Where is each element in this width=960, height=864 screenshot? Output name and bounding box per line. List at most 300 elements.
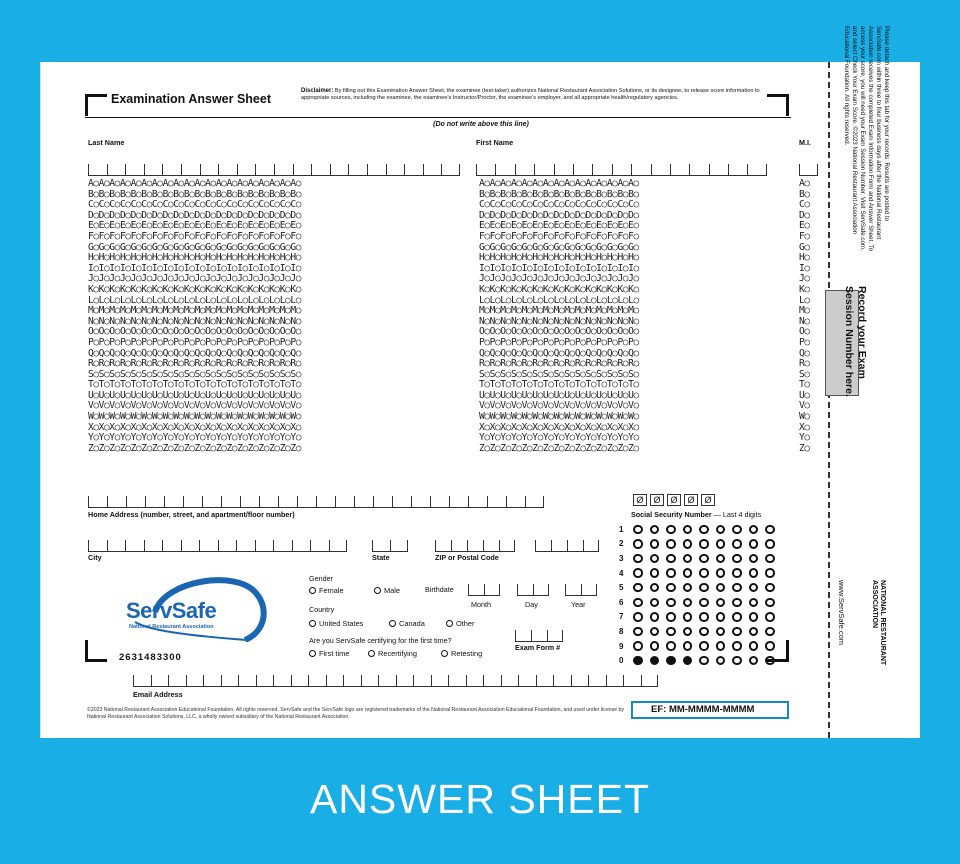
write-in-box[interactable] <box>467 540 483 552</box>
city-boxes[interactable] <box>88 540 347 552</box>
ssn-digit-label: 7 <box>619 612 624 622</box>
ssn-bubble[interactable] <box>716 641 726 651</box>
birth-day-boxes[interactable] <box>517 584 549 596</box>
write-in-box[interactable] <box>311 164 330 176</box>
write-in-box[interactable] <box>308 675 326 687</box>
logo-text: ServSafe <box>126 598 217 623</box>
write-in-box[interactable] <box>534 164 553 176</box>
ssn-bubble[interactable] <box>699 525 709 535</box>
write-in-box[interactable] <box>255 540 274 552</box>
write-in-box[interactable] <box>468 496 487 508</box>
ssn-digit-label: 4 <box>619 568 624 578</box>
country-other-option[interactable]: Other <box>446 619 474 628</box>
write-in-box[interactable] <box>168 675 186 687</box>
ssn-bubble[interactable] <box>716 539 726 549</box>
write-in-box[interactable] <box>221 496 240 508</box>
first-time-option[interactable]: First time <box>309 649 349 658</box>
ssn-bubble[interactable] <box>666 641 676 651</box>
ef-code: EF: MM-MMMM-MMMM <box>631 701 789 719</box>
session-number-label: Record your Exam Session Number here. <box>843 286 868 397</box>
ssn-bubble[interactable] <box>666 627 676 637</box>
email-label: Email Address <box>133 690 183 699</box>
write-in-box[interactable] <box>501 675 519 687</box>
write-in-box[interactable] <box>547 630 563 642</box>
write-in-box[interactable] <box>581 584 597 596</box>
ssn-digit-label: 5 <box>619 583 624 593</box>
birth-year-boxes[interactable] <box>565 584 597 596</box>
write-in-box[interactable] <box>567 540 583 552</box>
write-in-box[interactable] <box>430 496 449 508</box>
do-not-write-note: (Do not write above this line) <box>433 121 529 128</box>
ssn-bubble[interactable] <box>732 598 742 608</box>
write-in-box[interactable] <box>144 164 163 176</box>
write-in-box[interactable] <box>689 164 708 176</box>
write-in-box[interactable] <box>221 675 239 687</box>
birth-month-boxes[interactable] <box>468 584 500 596</box>
write-in-box[interactable] <box>651 164 670 176</box>
day-label: Day <box>525 600 538 609</box>
top-banner <box>0 0 960 62</box>
write-in-box[interactable] <box>588 675 606 687</box>
write-in-box[interactable] <box>612 164 631 176</box>
ssn-row <box>619 537 782 552</box>
write-in-box[interactable] <box>709 164 728 176</box>
write-in-box[interactable] <box>88 164 107 176</box>
radio-icon <box>446 620 453 627</box>
ssn-bubble[interactable] <box>732 554 742 564</box>
write-in-box[interactable] <box>255 164 274 176</box>
ssn-bubble[interactable] <box>749 641 759 651</box>
servsafe-url: www.ServSafe.com <box>837 580 846 646</box>
ssn-row <box>619 624 782 639</box>
write-in-box[interactable] <box>641 675 659 687</box>
retesting-option[interactable]: Retesting <box>441 649 482 658</box>
ssn-bubble[interactable] <box>716 656 726 666</box>
ssn-bubble[interactable] <box>732 583 742 593</box>
write-in-box[interactable] <box>256 675 274 687</box>
ssn-bubble[interactable] <box>716 554 726 564</box>
write-in-box[interactable] <box>145 496 164 508</box>
ssn-bubble[interactable] <box>650 554 660 564</box>
ssn-bubble[interactable] <box>765 641 775 651</box>
registration-mark <box>767 94 789 116</box>
write-in-box[interactable] <box>259 496 278 508</box>
logo-subtext: National Restaurant Association <box>129 624 214 630</box>
ssn-bubble[interactable] <box>765 568 775 578</box>
write-in-box[interactable] <box>162 164 181 176</box>
ssn-digit-label: 2 <box>619 539 624 549</box>
write-in-box[interactable] <box>218 164 237 176</box>
write-in-box[interactable] <box>125 164 144 176</box>
ssn-bubble[interactable] <box>732 656 742 666</box>
ssn-bubble[interactable] <box>683 598 693 608</box>
ssn-digit-label: 8 <box>619 626 624 636</box>
write-in-box[interactable] <box>164 496 183 508</box>
write-in-box[interactable] <box>151 675 169 687</box>
write-in-box[interactable] <box>88 496 107 508</box>
ssn-row <box>619 580 782 595</box>
write-in-box[interactable] <box>448 675 466 687</box>
ssn-slash-box: Ø <box>667 494 681 506</box>
write-in-box[interactable] <box>378 675 396 687</box>
write-in-box[interactable] <box>571 675 589 687</box>
ssn-bubble[interactable] <box>650 598 660 608</box>
address-boxes[interactable] <box>88 496 544 508</box>
write-in-box[interactable] <box>348 164 367 176</box>
ssn-bubble[interactable] <box>633 554 643 564</box>
write-in-box[interactable] <box>423 164 442 176</box>
write-in-box[interactable] <box>329 540 348 552</box>
first-name-boxes[interactable] <box>476 164 767 176</box>
write-in-box[interactable] <box>483 540 499 552</box>
radio-icon <box>309 587 316 594</box>
ssn-bubble[interactable] <box>716 525 726 535</box>
ssn-bubble[interactable] <box>749 525 759 535</box>
write-in-box[interactable] <box>125 540 144 552</box>
write-in-box[interactable] <box>240 496 259 508</box>
zip-ext-boxes[interactable] <box>535 540 599 552</box>
ssn-bubble[interactable] <box>650 539 660 549</box>
copyright-footer: ©2023 National Restaurant Association Educational Foundation. All rights reserved. ServSafe and the ServSafe logo are registered trademarks of the National Restaurant Association Educational Foundation, and used under license by National Restaurant Association Solutions, LLC, a wholly owned subsidiary of the National Restaurant Association. <box>87 707 625 720</box>
ssn-bubble[interactable] <box>699 656 709 666</box>
write-in-box[interactable] <box>126 496 145 508</box>
registration-mark <box>85 94 107 116</box>
write-in-box[interactable] <box>199 540 218 552</box>
answer-sheet <box>40 62 920 738</box>
write-in-box[interactable] <box>162 540 181 552</box>
first-name-label: First Name <box>476 138 514 147</box>
write-in-box[interactable] <box>592 164 611 176</box>
mi-box[interactable] <box>799 164 818 176</box>
write-in-box[interactable] <box>237 164 256 176</box>
ssn-bubble[interactable] <box>732 612 742 622</box>
write-in-box[interactable] <box>274 164 293 176</box>
write-in-box[interactable] <box>392 496 411 508</box>
write-in-box[interactable] <box>316 496 335 508</box>
write-in-box[interactable] <box>515 630 531 642</box>
write-in-box[interactable] <box>273 540 292 552</box>
sheet-title: Examination Answer Sheet <box>111 92 271 106</box>
ssn-row <box>619 566 782 581</box>
write-in-box[interactable] <box>278 496 297 508</box>
write-in-box[interactable] <box>273 675 291 687</box>
ssn-bubble[interactable] <box>633 539 643 549</box>
ssn-bubble[interactable] <box>732 641 742 651</box>
write-in-box[interactable] <box>517 584 533 596</box>
ssn-bubble[interactable] <box>716 568 726 578</box>
ssn-bubble[interactable] <box>716 612 726 622</box>
ssn-bubble[interactable] <box>633 598 643 608</box>
ssn-bubble[interactable] <box>666 598 676 608</box>
ssn-row <box>619 639 782 654</box>
ssn-bubble[interactable] <box>683 554 693 564</box>
write-in-box[interactable] <box>573 164 592 176</box>
ssn-bubble[interactable] <box>699 612 709 622</box>
write-in-box[interactable] <box>495 164 514 176</box>
month-label: Month <box>471 600 491 609</box>
write-in-box[interactable] <box>551 540 567 552</box>
state-boxes[interactable] <box>372 540 408 552</box>
ssn-bubble[interactable] <box>765 583 775 593</box>
zip-boxes[interactable] <box>435 540 515 552</box>
ssn-bubble[interactable] <box>666 568 676 578</box>
write-in-box[interactable] <box>335 496 354 508</box>
ssn-bubble[interactable] <box>716 627 726 637</box>
mi-bubble-grid[interactable]: A○ B○ C○ D○ E○ F○ G○ H○ I○ J○ K○ L○ M○ N○ O○ P○ Q○ R○ S○ T○ U○ V○ W○ X○ Y○ Z○ <box>799 178 810 454</box>
ssn-digit-label: 6 <box>619 597 624 607</box>
write-in-box[interactable] <box>238 675 256 687</box>
write-in-box[interactable] <box>413 675 431 687</box>
write-in-box[interactable] <box>499 540 515 552</box>
ssn-bubble[interactable] <box>765 525 775 535</box>
write-in-box[interactable] <box>203 675 221 687</box>
write-in-box[interactable] <box>747 164 766 176</box>
write-in-box[interactable] <box>435 540 451 552</box>
write-in-box[interactable] <box>404 164 423 176</box>
ssn-bubble[interactable] <box>765 627 775 637</box>
ssn-bubble[interactable] <box>650 568 660 578</box>
ssn-bubble[interactable] <box>633 583 643 593</box>
ssn-bubble[interactable] <box>699 583 709 593</box>
write-in-box[interactable] <box>236 540 255 552</box>
ssn-bubble[interactable] <box>732 525 742 535</box>
radio-icon <box>309 650 316 657</box>
write-in-box[interactable] <box>565 584 581 596</box>
write-in-box[interactable] <box>292 540 311 552</box>
write-in-box[interactable] <box>107 164 126 176</box>
ssn-bubble[interactable] <box>683 612 693 622</box>
ssn-bubble[interactable] <box>666 525 676 535</box>
ssn-digit-label: 9 <box>619 641 624 651</box>
ssn-bubble[interactable] <box>633 641 643 651</box>
write-in-box[interactable] <box>411 496 430 508</box>
ssn-bubble[interactable] <box>650 656 660 666</box>
write-in-box[interactable] <box>297 496 316 508</box>
ssn-bubble[interactable] <box>666 612 676 622</box>
write-in-box[interactable] <box>330 164 349 176</box>
write-in-box[interactable] <box>291 675 309 687</box>
ssn-bubble[interactable] <box>765 554 775 564</box>
write-in-box[interactable] <box>186 675 204 687</box>
ssn-bubble[interactable] <box>765 656 775 666</box>
gender-male-option[interactable]: Male <box>374 586 400 595</box>
ssn-bubble-grid[interactable] <box>619 522 782 668</box>
ssn-bubble[interactable] <box>749 539 759 549</box>
write-in-box[interactable] <box>144 540 163 552</box>
zip-label: ZIP or Postal Code <box>435 553 499 562</box>
ssn-slash-box: Ø <box>701 494 715 506</box>
ssn-bubble[interactable] <box>699 641 709 651</box>
write-in-box[interactable] <box>476 164 495 176</box>
ssn-bubble[interactable] <box>749 554 759 564</box>
write-in-box[interactable] <box>326 675 344 687</box>
last-name-boxes[interactable] <box>88 164 460 176</box>
write-in-box[interactable] <box>553 675 571 687</box>
ssn-bubble[interactable] <box>633 568 643 578</box>
ssn-bubble[interactable] <box>633 612 643 622</box>
ssn-bubble[interactable] <box>633 525 643 535</box>
country-label: Country <box>309 605 335 614</box>
gender-label: Gender <box>309 574 333 583</box>
write-in-box[interactable] <box>535 540 551 552</box>
ssn-bubble[interactable] <box>683 525 693 535</box>
ssn-bubble[interactable] <box>732 627 742 637</box>
ssn-bubble[interactable] <box>765 598 775 608</box>
write-in-box[interactable] <box>533 584 549 596</box>
home-address-label: Home Address (number, street, and apartment/floor number) <box>88 510 295 519</box>
write-in-box[interactable] <box>133 675 151 687</box>
ssn-bubble[interactable] <box>732 539 742 549</box>
ssn-bubble[interactable] <box>683 656 693 666</box>
ssn-bubble[interactable] <box>683 539 693 549</box>
mi-label: M.I. <box>799 138 811 147</box>
write-in-box[interactable] <box>606 675 624 687</box>
write-in-box[interactable] <box>107 540 126 552</box>
write-in-box[interactable] <box>343 675 361 687</box>
registration-mark <box>85 640 107 662</box>
write-in-box[interactable] <box>525 496 544 508</box>
ssn-bubble[interactable] <box>716 598 726 608</box>
ssn-bubble[interactable] <box>683 627 693 637</box>
email-boxes[interactable] <box>133 675 658 687</box>
recertifying-option[interactable]: Recertifying <box>368 649 417 658</box>
divider <box>85 117 791 118</box>
ssn-bubble[interactable] <box>749 627 759 637</box>
write-in-box[interactable] <box>670 164 689 176</box>
write-in-box[interactable] <box>484 584 500 596</box>
write-in-box[interactable] <box>451 540 467 552</box>
ssn-bubble[interactable] <box>732 568 742 578</box>
radio-icon <box>441 650 448 657</box>
write-in-box[interactable] <box>218 540 237 552</box>
ssn-row <box>619 522 782 537</box>
ssn-row <box>619 595 782 610</box>
ssn-bubble[interactable] <box>749 583 759 593</box>
write-in-box[interactable] <box>449 496 468 508</box>
stub-instructions: Please detach and keep this tab for your records. Results are posted to ServSafe.com within three to four business days after the National Restaurant Association receives the completed Exam Information Form and Answer Sheet. To access your score, you will need your Exam Session Number. Visit ServSafe.com, and select Check Your Exam Score. ©2023 National Restaurant Association Educational Foundation. All rights reserved. <box>843 26 890 252</box>
write-in-box[interactable] <box>386 164 405 176</box>
ssn-header-boxes <box>633 494 715 506</box>
write-in-box[interactable] <box>466 675 484 687</box>
ssn-bubble[interactable] <box>666 554 676 564</box>
write-in-box[interactable] <box>372 540 390 552</box>
write-in-box[interactable] <box>396 675 414 687</box>
exam-form-label: Exam Form # <box>515 643 561 652</box>
ssn-bubble[interactable] <box>650 641 660 651</box>
write-in-box[interactable] <box>799 164 818 176</box>
ssn-bubble[interactable] <box>650 525 660 535</box>
write-in-box[interactable] <box>728 164 747 176</box>
write-in-box[interactable] <box>583 540 599 552</box>
ssn-row <box>619 653 782 668</box>
detach-line <box>828 62 830 738</box>
write-in-box[interactable] <box>310 540 329 552</box>
ssn-bubble[interactable] <box>666 583 676 593</box>
country-canada-option[interactable]: Canada <box>389 619 425 628</box>
country-us-option[interactable]: United States <box>309 619 363 628</box>
write-in-box[interactable] <box>354 496 373 508</box>
ssn-bubble[interactable] <box>683 568 693 578</box>
write-in-box[interactable] <box>536 675 554 687</box>
ssn-digit-label: 1 <box>619 524 624 534</box>
write-in-box[interactable] <box>483 675 501 687</box>
write-in-box[interactable] <box>554 164 573 176</box>
write-in-box[interactable] <box>623 675 641 687</box>
write-in-box[interactable] <box>531 630 547 642</box>
ssn-bubble[interactable] <box>749 656 759 666</box>
write-in-box[interactable] <box>107 496 126 508</box>
write-in-box[interactable] <box>506 496 525 508</box>
ssn-bubble[interactable] <box>633 627 643 637</box>
ssn-bubble[interactable] <box>749 612 759 622</box>
exam-form-boxes[interactable] <box>515 630 563 642</box>
ssn-row <box>619 610 782 625</box>
ssn-bubble[interactable] <box>683 641 693 651</box>
ssn-bubble[interactable] <box>699 627 709 637</box>
write-in-box[interactable] <box>441 164 460 176</box>
last-name-bubble-grid[interactable]: A○A○A○A○A○A○A○A○A○A○A○A○A○A○A○A○A○A○A○A○ B○B○B○B○B○B○B○B○B○B○B○B○B○B○B○B○B○B○B○B○ C○C○C○C○C○C○C○C○C○C○C○C○C○C○C○C○C○C○C○C○ D○D○D○D○D○D○D○D○D○D○D○D○D○D○D○D○D○D○D○D○ E○E○E○E○E○E○E○E○E○E○E○E○E○E○E○E○E○E○E○E○ F○F○F○F○F○F○F○F○F○F○F○F○F○F○F○F○F○F○F○F○ G○G○G○G○G○G○G○G○G○G○G○G○G○G○G○G○G○G○G○G○ H○H○H○H○H○H○H○H○H○H○H○H○H○H○H○H○H○H○H○H○ I○I○I○I○I○I○I○I○I○I○I○I○I○I○I○I○I○I○I○I○ J○J○J○J○J○J○J○J○J○J○J○J○J○J○J○J○J○J○J○J○ K○K○K○K○K○K○K○K○K○K○K○K○K○K○K○K○K○K○K○K○ L○L○L○L○L○L○L○L○L○L○L○L○L○L○L○L○L○L○L○L○ M○M○M○M○M○M○M○M○M○M○M○M○M○M○M○M○M○M○M○M○ N○N○N○N○N○N○N○N○N○N○N○N○N○N○N○N○N○N○N○N○ O○O○O○O○O○O○O○O○O○O○O○O○O○O○O○O○O○O○O○O○ P○P○P○P○P○P○P○P○P○P○P○P○P○P○P○P○P○P○P○P○ Q○Q○Q○Q○Q○Q○Q○Q○Q○Q○Q○Q○Q○Q○Q○Q○Q○Q○Q○Q○ R○R○R○R○R○R○R○R○R○R○R○R○R○R○R○R○R○R○R○R○ S○S○S○S○S○S○S○S○S○S○S○S○S○S○S○S○S○S○S○S○ T○T○T○T○T○T○T○T○T○T○T○T○T○T○T○T○T○T○T○T○ U○U○U○U○U○U○U○U○U○U○U○U○U○U○U○U○U○U○U○U○ V○V○V○V○V○V○V○V○V○V○V○V○V○V○V○V○V○V○V○V○ W○W○W○W○W○W○W○W○W○W○W○W○W○W○W○W○W○W○W○W○ X○X○X○X○X○X○X○X○X○X○X○X○X○X○X○X○X○X○X○X○ Y○Y○Y○Y○Y○Y○Y○Y○Y○Y○Y○Y○Y○Y○Y○Y○Y○Y○Y○Y○ Z○Z○Z○Z○Z○Z○Z○Z○Z○Z○Z○Z○Z○Z○Z○Z○Z○Z○Z○Z○ <box>88 178 302 454</box>
ssn-bubble[interactable] <box>650 583 660 593</box>
ssn-bubble[interactable] <box>699 539 709 549</box>
first-time-question: Are you ServSafe certifying for the first time? <box>309 636 452 645</box>
write-in-box[interactable] <box>181 164 200 176</box>
ssn-digit-label: 0 <box>619 656 624 666</box>
ssn-bubble[interactable] <box>765 612 775 622</box>
ssn-bubble[interactable] <box>749 568 759 578</box>
ssn-bubble[interactable] <box>765 539 775 549</box>
ssn-bubble[interactable] <box>683 583 693 593</box>
write-in-box[interactable] <box>367 164 386 176</box>
write-in-box[interactable] <box>181 540 200 552</box>
write-in-box[interactable] <box>631 164 650 176</box>
write-in-box[interactable] <box>293 164 312 176</box>
gender-female-option[interactable]: Female <box>309 586 344 595</box>
ssn-bubble[interactable] <box>633 656 643 666</box>
ssn-bubble[interactable] <box>699 568 709 578</box>
write-in-box[interactable] <box>200 164 219 176</box>
ssn-bubble[interactable] <box>650 612 660 622</box>
write-in-box[interactable] <box>515 164 534 176</box>
write-in-box[interactable] <box>468 584 484 596</box>
write-in-box[interactable] <box>373 496 392 508</box>
ssn-bubble[interactable] <box>650 627 660 637</box>
state-label: State <box>372 553 390 562</box>
first-name-bubble-grid[interactable]: A○A○A○A○A○A○A○A○A○A○A○A○A○A○A○ B○B○B○B○B○B○B○B○B○B○B○B○B○B○B○ C○C○C○C○C○C○C○C○C○C○C○C○C○C○C○ D○D○D○D○D○D○D○D○D○D○D○D○D○D○D○ E○E○E○E○E○E○E○E○E○E○E○E○E○E○E○ F○F○F○F○F○F○F○F○F○F○F○F○F○F○F○ G○G○G○G○G○G○G○G○G○G○G○G○G○G○G○ H○H○H○H○H○H○H○H○H○H○H○H○H○H○H○ I○I○I○I○I○I○I○I○I○I○I○I○I○I○I○ J○J○J○J○J○J○J○J○J○J○J○J○J○J○J○ K○K○K○K○K○K○K○K○K○K○K○K○K○K○K○ L○L○L○L○L○L○L○L○L○L○L○L○L○L○L○ M○M○M○M○M○M○M○M○M○M○M○M○M○M○M○ N○N○N○N○N○N○N○N○N○N○N○N○N○N○N○ O○O○O○O○O○O○O○O○O○O○O○O○O○O○O○ P○P○P○P○P○P○P○P○P○P○P○P○P○P○P○ Q○Q○Q○Q○Q○Q○Q○Q○Q○Q○Q○Q○Q○Q○Q○ R○R○R○R○R○R○R○R○R○R○R○R○R○R○R○ S○S○S○S○S○S○S○S○S○S○S○S○S○S○S○ T○T○T○T○T○T○T○T○T○T○T○T○T○T○T○ U○U○U○U○U○U○U○U○U○U○U○U○U○U○U○ V○V○V○V○V○V○V○V○V○V○V○V○V○V○V○ W○W○W○W○W○W○W○W○W○W○W○W○W○W○W○ X○X○X○X○X○X○X○X○X○X○X○X○X○X○X○ Y○Y○Y○Y○Y○Y○Y○Y○Y○Y○Y○Y○Y○Y○Y○ Z○Z○Z○Z○Z○Z○Z○Z○Z○Z○Z○Z○Z○Z○Z○ <box>479 178 639 454</box>
write-in-box[interactable] <box>88 540 107 552</box>
ssn-bubble[interactable] <box>666 656 676 666</box>
write-in-box[interactable] <box>518 675 536 687</box>
write-in-box[interactable] <box>431 675 449 687</box>
sheet-number: 2631483300 <box>119 652 182 663</box>
write-in-box[interactable] <box>487 496 506 508</box>
ssn-bubble[interactable] <box>699 554 709 564</box>
ssn-bubble[interactable] <box>749 598 759 608</box>
write-in-box[interactable] <box>361 675 379 687</box>
ssn-bubble[interactable] <box>666 539 676 549</box>
ssn-bubble[interactable] <box>716 583 726 593</box>
birthdate-label: Birthdate <box>425 585 454 594</box>
last-name-label: Last Name <box>88 138 125 147</box>
write-in-box[interactable] <box>183 496 202 508</box>
write-in-box[interactable] <box>390 540 408 552</box>
ssn-bubble[interactable] <box>699 598 709 608</box>
nra-logo-text: NATIONAL RESTAURANT ASSOCIATION <box>871 580 886 666</box>
ssn-slash-box: Ø <box>650 494 664 506</box>
city-label: City <box>88 553 102 562</box>
write-in-box[interactable] <box>202 496 221 508</box>
disclaimer: Disclaimer: By filling out this Examination Answer Sheet, the examinee (test-taker) authorizes National Restaurant Association Solutions, or its designee, to release score information to appropriate sources, including the examinee, the examinee's Instructor/Proctor, the examinee's employer, and all appropriate health/regulatory agencies. <box>301 88 760 101</box>
radio-icon <box>374 587 381 594</box>
